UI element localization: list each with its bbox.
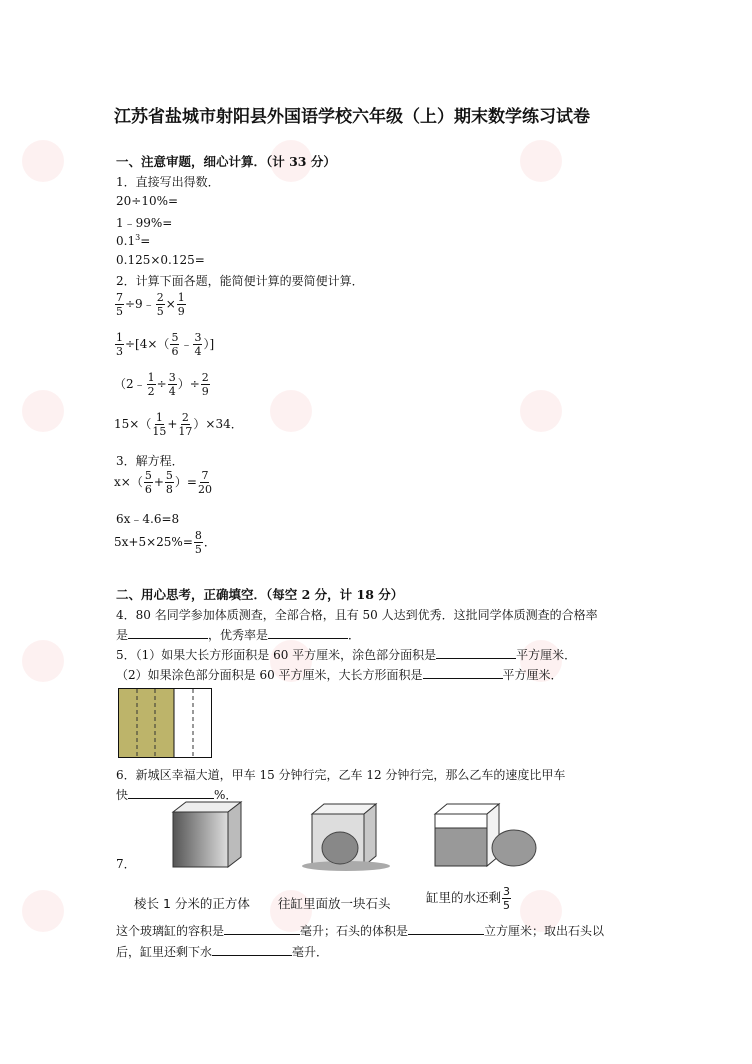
q3-eq-1: x×（ $\frac{5}{6}$ + $\frac{5}{8}$ ）= $\frac{7}{20}$ bbox=[114, 469, 212, 496]
cube-tank-figure bbox=[170, 800, 244, 870]
q1-item-4: 0.125×0.125= bbox=[116, 253, 205, 267]
answer-blank[interactable] bbox=[212, 943, 292, 956]
q2-expr-3: （2﹣ $\frac{1}{2}$ ÷ $\frac{3}{4}$ ）÷ $\frac{2}{9}$ bbox=[114, 371, 209, 398]
q3-eq-2: 6x﹣4.6=8 bbox=[116, 512, 180, 526]
watermark-logo bbox=[22, 890, 64, 932]
watermark-logo bbox=[270, 390, 312, 432]
q4-line-2: 是 ，优秀率是 ． bbox=[116, 628, 361, 642]
watermark-logo bbox=[22, 640, 64, 682]
answer-blank[interactable] bbox=[128, 626, 208, 639]
q6-line-2: 快 %． bbox=[116, 788, 238, 802]
q7-caption-2: 往缸里面放一块石头 bbox=[278, 896, 391, 911]
answer-blank[interactable] bbox=[128, 786, 214, 799]
q3-eq-3: 5x+5×25%= $\frac{8}{5}$ ． bbox=[114, 529, 216, 556]
q7-line-1: 这个玻璃缸的容积是 毫升；石头的体积是 立方厘米；取出石头以 bbox=[116, 924, 605, 938]
answer-blank[interactable] bbox=[408, 922, 484, 935]
tank-with-stone-figure bbox=[300, 800, 392, 872]
q7-line-2: 后，缸里还剩下水 毫升． bbox=[116, 945, 329, 959]
q2-prompt: 2．计算下面各题，能简便计算的要简便计算． bbox=[116, 274, 364, 288]
q2-expr-1: $\frac{7}{5}$ ÷9﹣ $\frac{2}{5}$ × $\frac{1}{9}$ bbox=[116, 291, 185, 318]
q1-item-2: 1﹣99%= bbox=[116, 216, 173, 230]
q1-prompt: 1．直接写出得数． bbox=[116, 175, 220, 189]
page-title: 江苏省盐城市射阳县外国语学校六年级（上）期末数学练习试卷 bbox=[114, 107, 590, 127]
answer-blank[interactable] bbox=[268, 626, 348, 639]
q1-item-3: $0.1^3=$ bbox=[116, 233, 151, 248]
watermark-logo bbox=[22, 140, 64, 182]
watermark-logo bbox=[520, 140, 562, 182]
answer-blank[interactable] bbox=[423, 666, 503, 679]
q7-caption-3: 缸里的水还剩 $\frac{3}{5}$ bbox=[426, 885, 511, 912]
q5-line-1: 5．（1）如果大长方形面积是 60 平方厘米，涂色部分面积是 平方厘米． bbox=[116, 648, 577, 662]
tank-remaining-water-figure bbox=[432, 800, 540, 870]
watermark-logo bbox=[22, 390, 64, 432]
q5-line-2: （2）如果涂色部分面积是 60 平方厘米，大长方形面积是 平方厘米． bbox=[116, 668, 563, 682]
watermark-logo bbox=[520, 390, 562, 432]
section-2-heading: 二、用心思考，正确填空．（每空 2 分，计 18 分） bbox=[116, 587, 404, 602]
q7-caption-1: 棱长 1 分米的正方体 bbox=[134, 896, 250, 911]
section-1-heading: 一、注意审题，细心计算．（计 33 分） bbox=[116, 154, 336, 169]
q2-expr-2: $\frac{1}{3}$ ÷[4×（ $\frac{5}{6}$ ﹣ $\frac{3}{4}$ ）] bbox=[116, 331, 215, 358]
q6-line-1: 6．新城区幸福大道，甲车 15 分钟行完，乙车 12 分钟行完，那么乙车的速度比甲车 bbox=[116, 768, 566, 782]
q3-prompt: 3．解方程． bbox=[116, 454, 184, 468]
q1-item-1: 20÷10%= bbox=[116, 194, 179, 208]
q2-expr-4: 15×（ $\frac{1}{15}$ + $\frac{2}{17}$ ）×34． bbox=[114, 411, 243, 438]
answer-blank[interactable] bbox=[436, 646, 516, 659]
q5-rectangle-figure bbox=[118, 688, 212, 758]
answer-blank[interactable] bbox=[224, 922, 300, 935]
q4-line-1: 4．80 名同学参加体质测查，全部合格，且有 50 人达到优秀．这批同学体质测查的合格率 bbox=[116, 608, 598, 622]
q7-number: 7． bbox=[116, 857, 136, 871]
